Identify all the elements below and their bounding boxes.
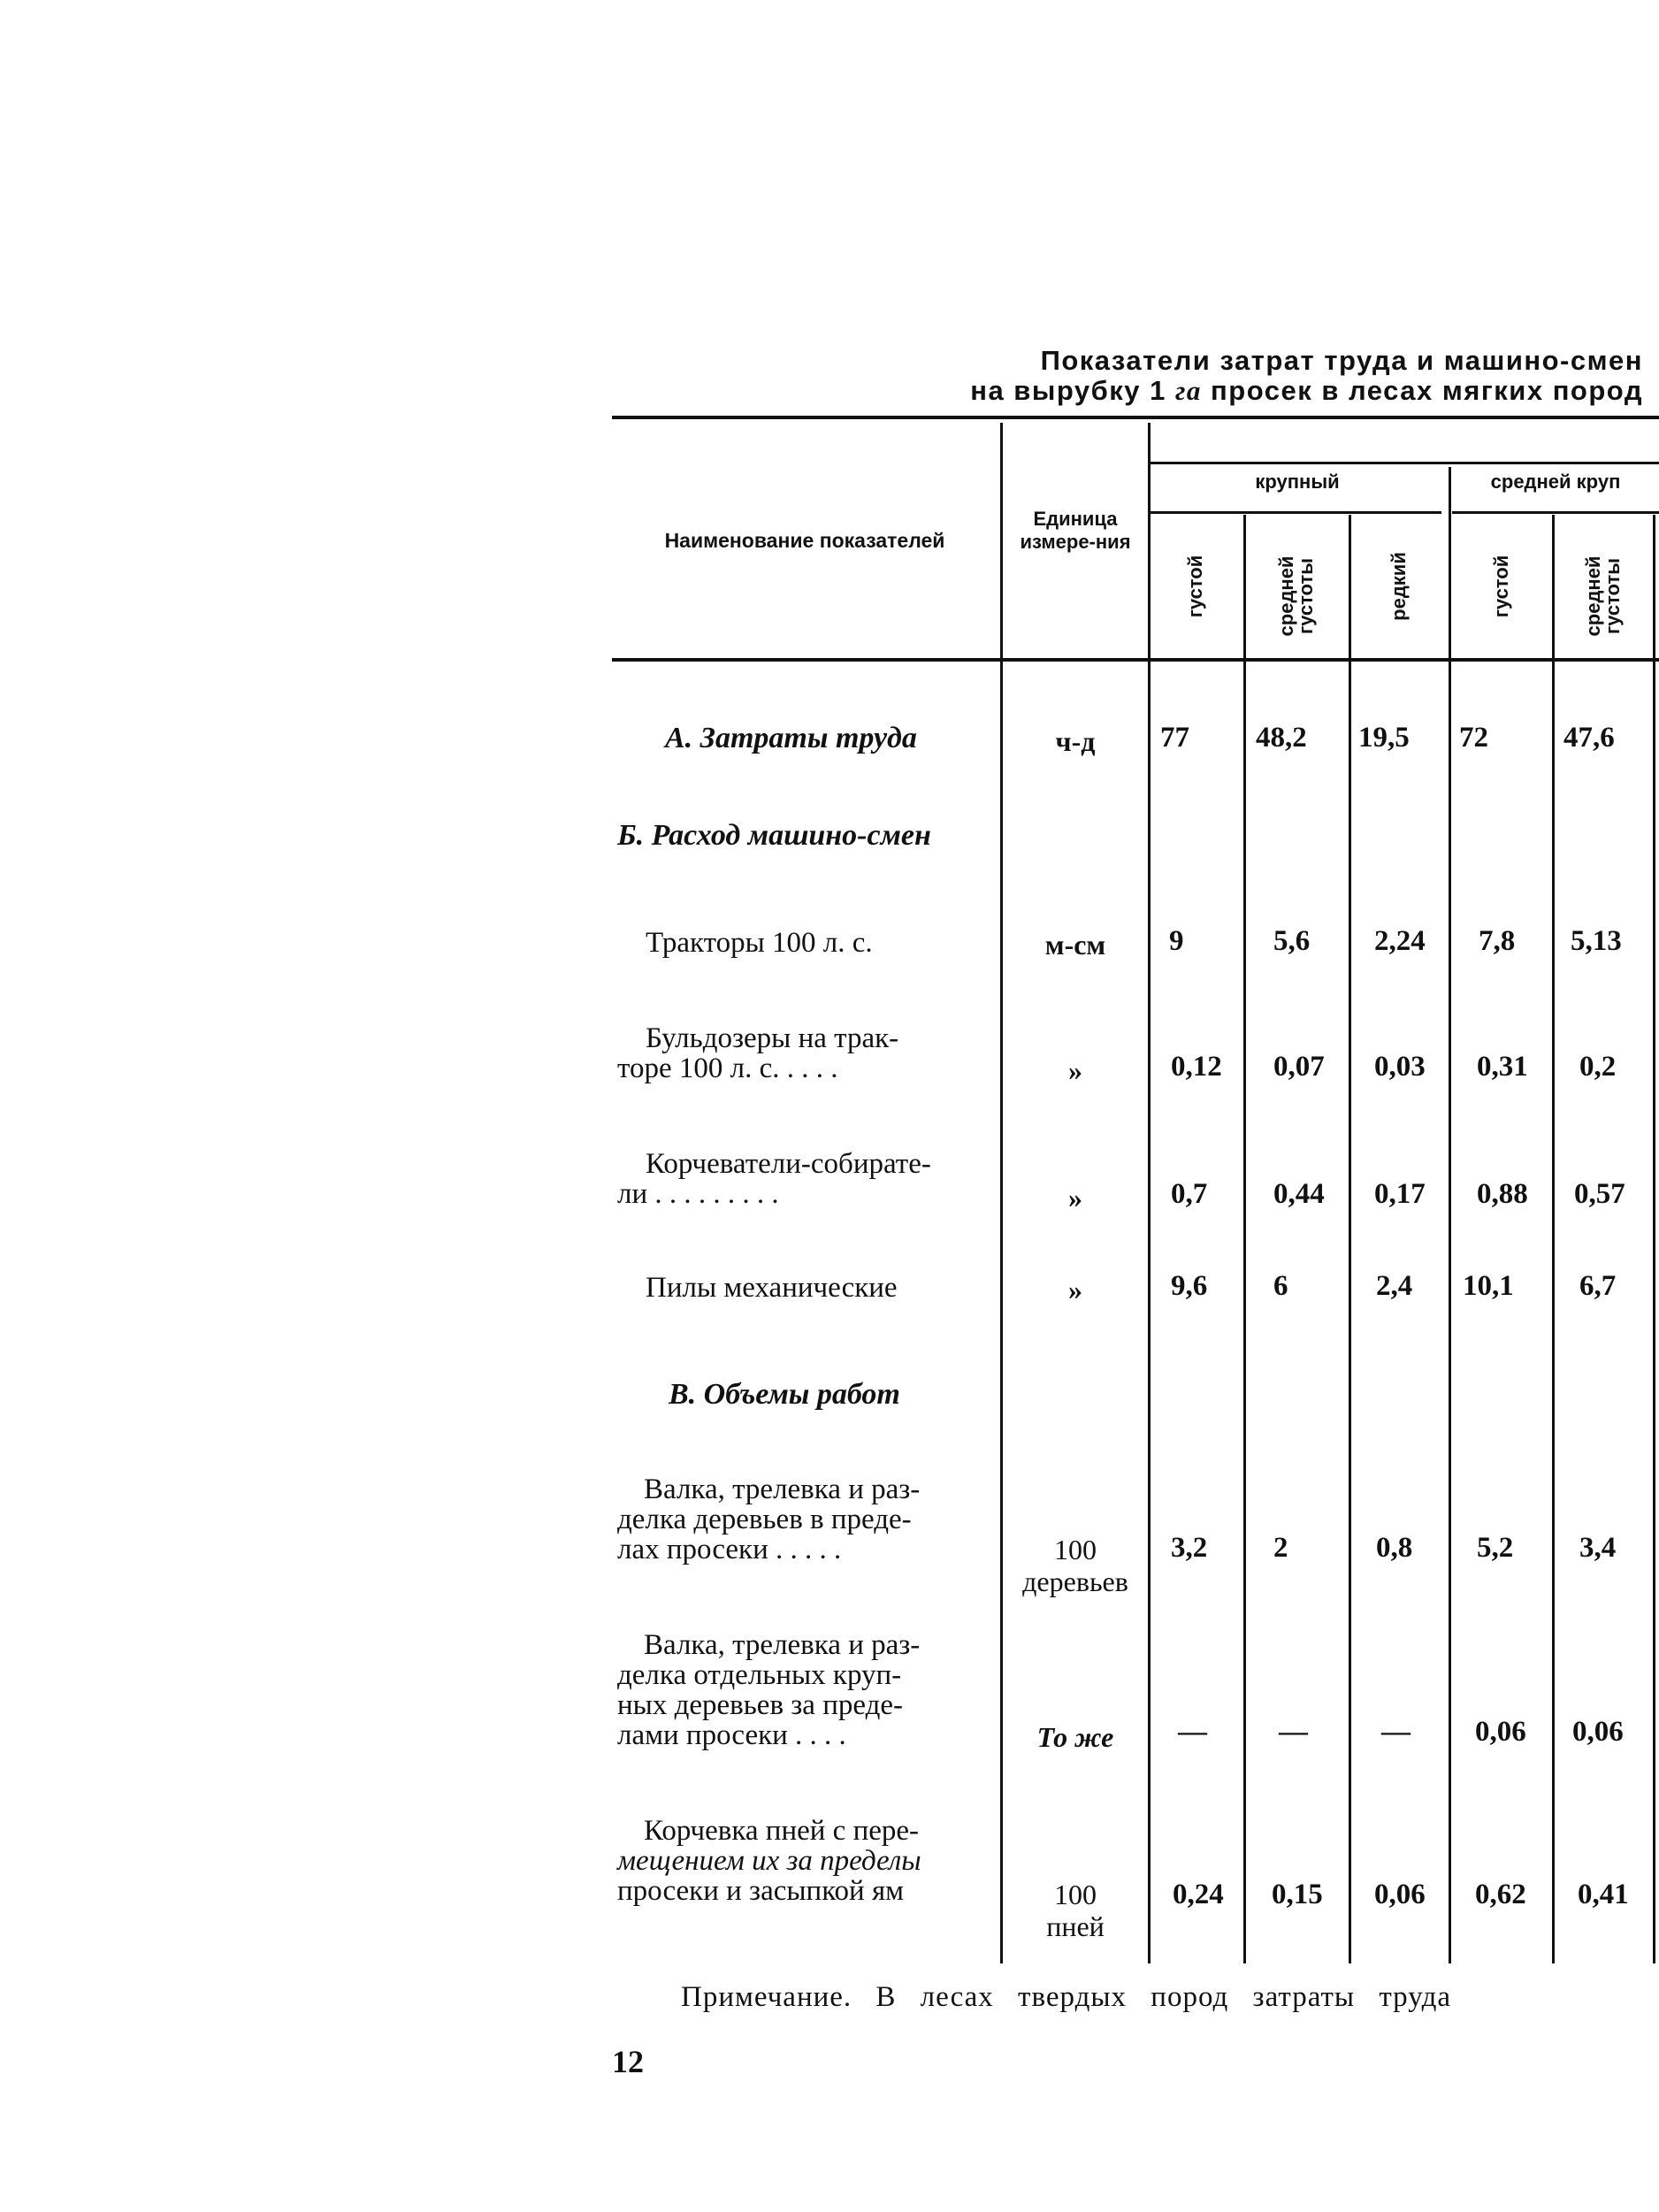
row-rooters-v4: 0,88 [1477, 1178, 1528, 1210]
row-felling-outside-v5: 0,06 [1572, 1716, 1624, 1748]
row-rooters-v2: 0,44 [1273, 1178, 1325, 1210]
row-bulldozers-v1: 0,12 [1171, 1051, 1222, 1083]
row-bulldozers-v4: 0,31 [1477, 1051, 1528, 1083]
row-rooters-v1: 0,7 [1171, 1178, 1208, 1210]
row-felling-v4: 5,2 [1477, 1532, 1514, 1564]
header-sub-sparse-1: редкий [1388, 552, 1410, 621]
row-rooters-label-1: Корчеватели-собирате- [646, 1148, 931, 1180]
row-rooters-v3: 0,17 [1374, 1178, 1426, 1210]
row-uprooting-v5: 0,41 [1578, 1879, 1629, 1910]
section-volumes-title: В. Объемы работ [669, 1378, 900, 1411]
title-text-b: просек в лесах мягких пород [1201, 375, 1643, 406]
col-divider-4 [1349, 515, 1351, 1963]
row-tractors-unit: м-см [1044, 929, 1106, 961]
row-felling-label-2: делка деревьев в преде- [617, 1504, 912, 1535]
row-bulldozers-v2: 0,07 [1273, 1051, 1325, 1083]
header-group-large: крупный [1255, 471, 1340, 493]
row-uprooting-unit-1: 100 [1054, 1879, 1097, 1910]
row-uprooting-label-1: Корчевка пней с пере- [644, 1815, 920, 1847]
row-felling-outside-label-2: делка отдельных круп- [617, 1659, 902, 1691]
row-rooters-v5: 0,57 [1574, 1178, 1625, 1210]
row-saws-v5: 6,7 [1579, 1270, 1617, 1302]
row-tractors-v2: 5,6 [1273, 925, 1311, 957]
row-labor-v2: 48,2 [1256, 722, 1307, 754]
col-divider-5 [1449, 467, 1451, 1963]
row-uprooting-unit-2: пней [1046, 1910, 1105, 1942]
row-uprooting-v3: 0,06 [1374, 1879, 1426, 1910]
row-uprooting-v1: 0,24 [1173, 1879, 1224, 1910]
col-divider-1 [1000, 423, 1003, 1963]
row-bulldozers-v3: 0,03 [1374, 1051, 1426, 1083]
row-tractors-v3: 2,24 [1374, 925, 1426, 957]
row-felling-outside-v2: — [1279, 1716, 1308, 1748]
page-number: 12 [612, 2044, 644, 2079]
row-rooters-label-2: ли . . . . . . . . . [617, 1178, 779, 1210]
row-saws-label: Пилы механические [646, 1272, 898, 1304]
row-felling-outside-label-4: лами просеки . . . . [617, 1719, 846, 1751]
section-machines-title: Б. Расход машино-смен [617, 819, 931, 852]
header-bottom-rule [612, 658, 1659, 662]
row-tractors-v4: 7,8 [1479, 925, 1516, 957]
title-text-a: на вырубку 1 [970, 375, 1175, 406]
col-divider-3 [1243, 515, 1246, 1963]
row-felling-v1: 3,2 [1171, 1532, 1208, 1564]
row-rooters-unit: » [1068, 1182, 1082, 1213]
row-saws-v1: 9,6 [1171, 1270, 1208, 1302]
row-felling-unit-2: деревьев [1022, 1565, 1128, 1597]
table-title-line-2 [610, 373, 1643, 409]
row-bulldozers-v5: 0,2 [1579, 1051, 1617, 1083]
row-tractors-v5: 5,13 [1571, 925, 1622, 957]
table-top-rule [612, 416, 1659, 419]
row-labor-label: А. Затраты труда [665, 722, 917, 754]
row-felling-label-3: лах просеки . . . . . [617, 1534, 842, 1565]
row-felling-outside-v3: — [1381, 1716, 1411, 1748]
title-unit: га [1174, 375, 1202, 406]
row-felling-v3: 0,8 [1376, 1532, 1413, 1564]
col-divider-7 [1653, 515, 1655, 1963]
row-felling-v2: 2 [1273, 1532, 1288, 1564]
col-divider-6 [1552, 515, 1555, 1963]
table-note: Примечание. В лесах твердых пород затраты труда [681, 1981, 1452, 2013]
row-saws-unit: » [1068, 1274, 1082, 1305]
row-bulldozers-label-2: торе 100 л. с. . . . . [617, 1052, 838, 1084]
row-uprooting-v4: 0,62 [1475, 1879, 1526, 1910]
row-felling-outside-label-3: ных деревьев за преде- [617, 1689, 904, 1721]
header-sub-dense-2: густой [1490, 555, 1512, 618]
row-saws-v3: 2,4 [1376, 1270, 1413, 1302]
col-divider-2 [1148, 423, 1151, 1963]
group2-rule [1452, 511, 1659, 514]
row-labor-v3: 19,5 [1358, 722, 1410, 754]
row-saws-v4: 10,1 [1463, 1270, 1514, 1302]
header-sub-dense-1: густой [1184, 555, 1206, 618]
row-bulldozers-unit: » [1068, 1054, 1082, 1086]
row-uprooting-label-2: мещением их за пределы [617, 1845, 921, 1877]
row-labor-v1: 77 [1160, 722, 1189, 754]
row-felling-v5: 3,4 [1579, 1532, 1617, 1564]
table-title-line-1: Показатели затрат труда и машино-смен [1040, 345, 1643, 376]
row-saws-v2: 6 [1273, 1270, 1288, 1302]
row-uprooting-v2: 0,15 [1272, 1879, 1323, 1910]
row-tractors-label: Тракторы 100 л. с. [646, 927, 873, 959]
row-tractors-v1: 9 [1169, 925, 1184, 957]
header-sub-medium-1: средней густоты [1275, 555, 1317, 637]
row-felling-label-1: Валка, трелевка и раз- [644, 1473, 921, 1505]
group1-rule [1150, 511, 1441, 514]
header-sub-medium-2: средней густоты [1582, 555, 1624, 637]
header-unit-col: Единица измере-ния [1020, 508, 1131, 553]
row-bulldozers-label-1: Бульдозеры на трак- [646, 1022, 899, 1054]
header-group-medium: средней круп [1490, 471, 1621, 493]
header-name-col: Наименование показателей [664, 529, 945, 552]
group-top-rule [1150, 462, 1659, 464]
row-labor-v4: 72 [1459, 722, 1488, 754]
row-felling-outside-label-1: Валка, трелевка и раз- [644, 1629, 921, 1661]
row-felling-outside-unit: То же [1036, 1721, 1114, 1753]
row-felling-outside-v4: 0,06 [1475, 1716, 1526, 1748]
row-labor-v5: 47,6 [1563, 722, 1615, 754]
row-felling-outside-v1: — [1178, 1716, 1207, 1748]
row-labor-unit: ч-д [1055, 725, 1096, 757]
row-felling-unit-1: 100 [1054, 1534, 1097, 1565]
row-uprooting-label-3: просеки и засыпкой ям [617, 1875, 905, 1907]
